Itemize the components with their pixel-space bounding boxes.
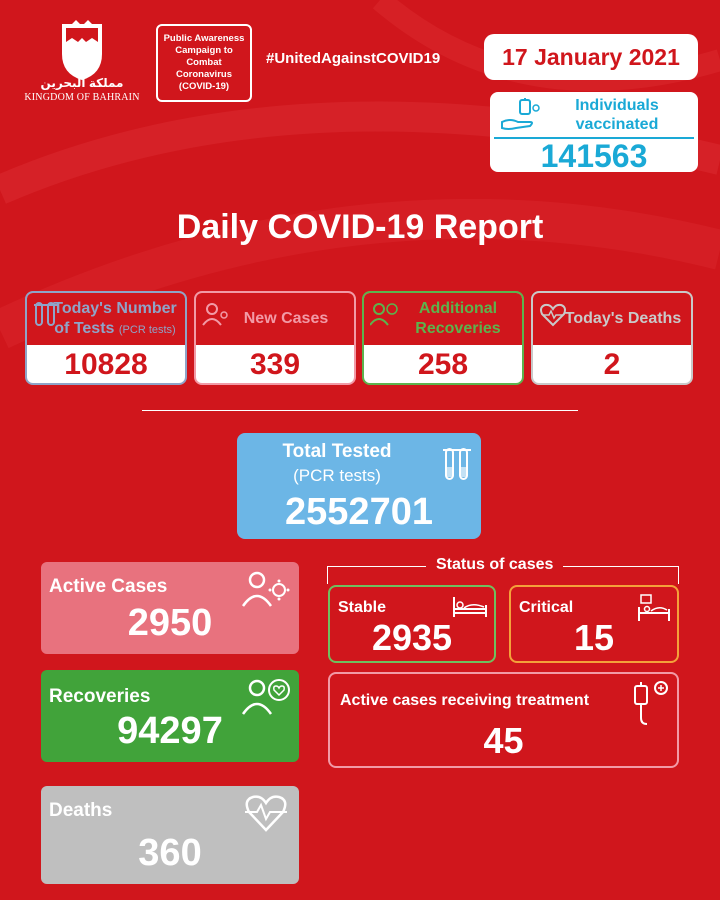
- vaccinated-card: [490, 92, 698, 172]
- section-divider: [142, 410, 578, 411]
- kingdom-arabic-text: مملكة البحرين: [40, 76, 124, 90]
- daily-tests-value: 10828: [64, 348, 148, 381]
- deaths-label: Deaths: [49, 800, 113, 821]
- daily-tests-card: [25, 291, 187, 385]
- treatment-card: [328, 672, 679, 768]
- test-tubes-icon: [443, 445, 471, 483]
- critical-value: 15: [573, 617, 615, 658]
- new-cases-card: [194, 291, 356, 385]
- total-tested-label: Total Tested: [282, 441, 392, 462]
- stable-value: 2935: [371, 617, 453, 658]
- new-cases-value: 339: [249, 348, 301, 381]
- treatment-value: 45: [483, 720, 524, 761]
- stable-label: Stable: [338, 599, 387, 616]
- recoveries-card: [41, 670, 299, 762]
- active-cases-label: Active Cases: [49, 576, 168, 597]
- person-virus-icon: [241, 568, 291, 608]
- hashtag-text: #UnitedAgainstCOVID19: [266, 50, 441, 67]
- new-cases-label: New Cases: [243, 310, 329, 327]
- daily-tests-label: [49, 297, 181, 341]
- campaign-badge: [156, 24, 252, 102]
- additional-recoveries-label: Additional Recoveries: [415, 300, 501, 337]
- icu-bed-icon: [637, 593, 671, 623]
- treatment-label: Active cases receiving treatment: [340, 692, 590, 709]
- bahrain-emblem-icon: [52, 20, 112, 82]
- status-title: Status of cases: [426, 556, 563, 574]
- campaign-text: Public Awareness Campaign to Combat Coronavirus (COVID-19): [163, 33, 245, 92]
- recoveries-label: Recoveries: [49, 686, 151, 707]
- total-tested-sublabel: (PCR tests): [293, 466, 381, 485]
- recoveries-value: 94297: [117, 710, 223, 752]
- critical-card: [509, 585, 679, 663]
- today-deaths-card: [531, 291, 693, 385]
- iv-drip-icon: [631, 678, 671, 726]
- deaths-value: 360: [138, 832, 202, 874]
- additional-recoveries-value: 258: [417, 348, 469, 381]
- bed-icon: [452, 595, 488, 619]
- active-cases-value: 2950: [127, 602, 213, 644]
- today-deaths-label: Today's Deaths: [564, 310, 682, 327]
- stable-card: [328, 585, 496, 663]
- active-cases-card: [41, 562, 299, 654]
- vaccinated-label: Individuals vaccinated: [575, 97, 659, 133]
- vaccine-hand-icon: [500, 98, 542, 132]
- date-text: 17 January 2021: [502, 43, 680, 70]
- report-title: Daily COVID-19 Report: [176, 208, 544, 246]
- daily-tests-sublabel: (PCR tests): [118, 323, 176, 336]
- heart-pulse-icon: [241, 792, 291, 832]
- kingdom-english-text: KINGDOM OF BAHRAIN: [24, 92, 140, 103]
- daily-tests-label-text: Today's Number of Tests: [53, 299, 177, 337]
- person-heart-icon: [370, 301, 398, 329]
- total-tested-card: [237, 433, 481, 539]
- vaccinated-value: 141563: [540, 138, 648, 174]
- total-tested-value: 2552701: [285, 491, 433, 533]
- deaths-card: [41, 786, 299, 884]
- person-heart-icon: [241, 676, 291, 716]
- critical-label: Critical: [519, 599, 574, 616]
- today-deaths-value: 2: [603, 348, 621, 381]
- additional-recoveries-card: [362, 291, 524, 385]
- report-date: [484, 34, 698, 80]
